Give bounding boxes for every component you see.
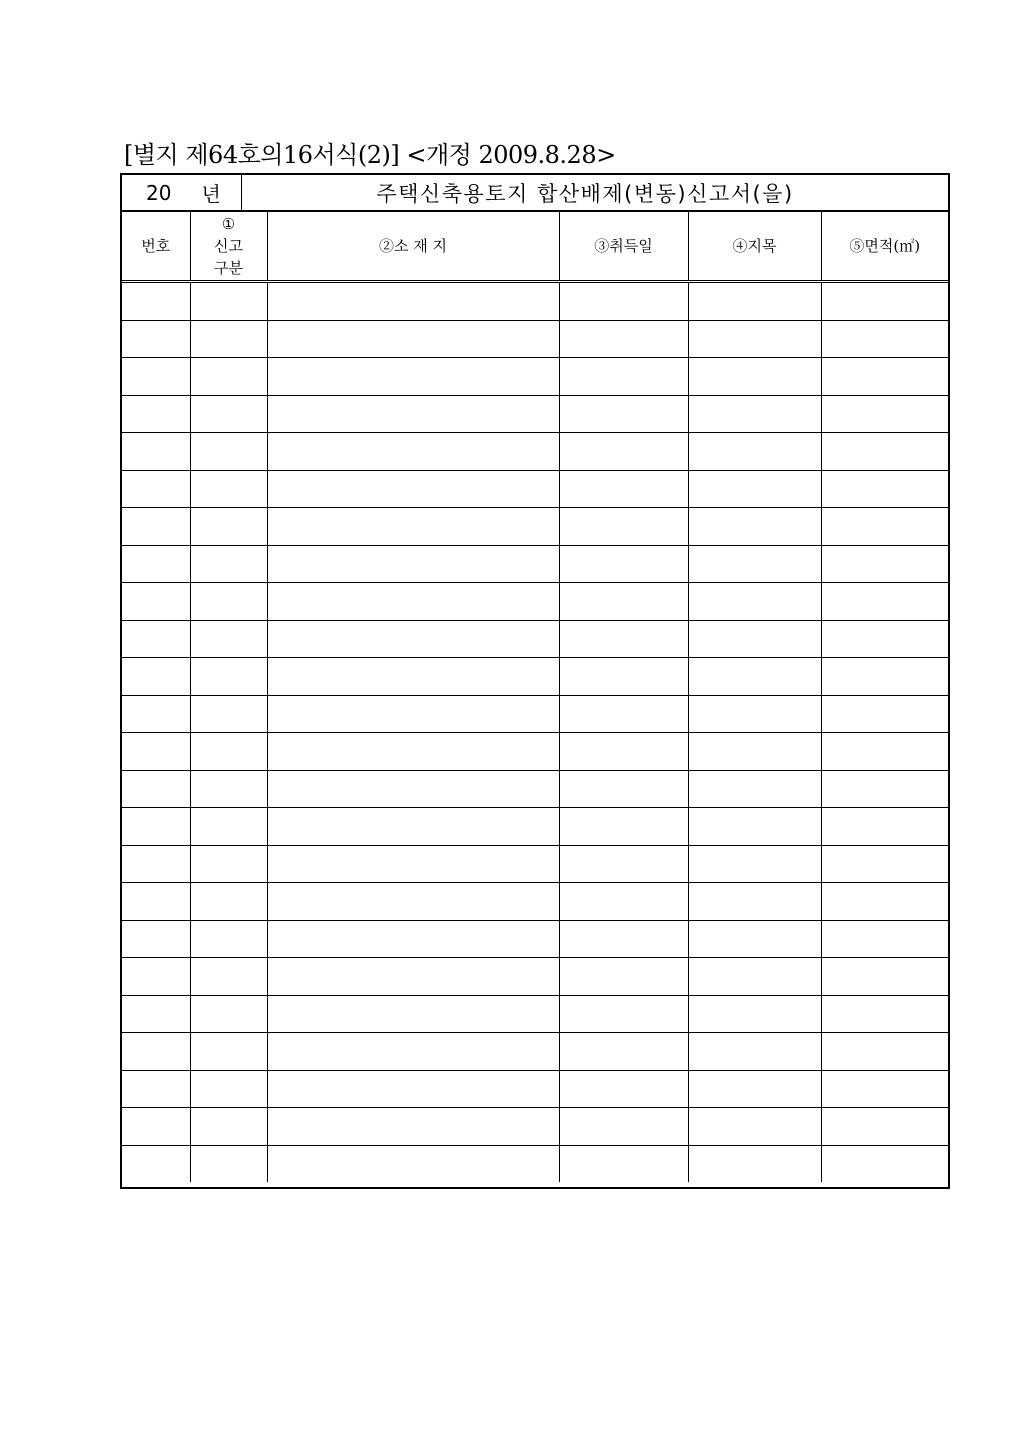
report-type-cell[interactable] (190, 845, 267, 883)
report-type-cell[interactable] (190, 1033, 267, 1071)
land-category-cell[interactable] (688, 358, 821, 396)
acquisition-date-cell[interactable] (559, 1145, 688, 1182)
area-cell[interactable] (821, 358, 948, 396)
number-cell[interactable] (122, 1070, 190, 1108)
land-category-cell[interactable] (688, 958, 821, 996)
number-cell[interactable] (122, 282, 190, 321)
location-cell[interactable] (267, 920, 559, 958)
land-category-cell[interactable] (688, 883, 821, 921)
number-cell[interactable] (122, 845, 190, 883)
area-cell[interactable] (821, 470, 948, 508)
number-cell[interactable] (122, 995, 190, 1033)
acquisition-date-cell[interactable] (559, 770, 688, 808)
area-cell[interactable] (821, 845, 948, 883)
area-cell[interactable] (821, 433, 948, 471)
table-row (122, 1070, 948, 1108)
location-cell[interactable] (267, 808, 559, 846)
acquisition-date-cell[interactable] (559, 958, 688, 996)
report-type-cell[interactable] (190, 958, 267, 996)
number-cell[interactable] (122, 695, 190, 733)
area-cell[interactable] (821, 1108, 948, 1146)
location-cell[interactable] (267, 995, 559, 1033)
header-report-type-marker: ① (221, 215, 236, 233)
table-row (122, 808, 948, 846)
location-cell[interactable] (267, 658, 559, 696)
report-type-cell[interactable] (190, 770, 267, 808)
form-title: 주택신축용토지 합산배제(변동)신고서(을) (376, 181, 794, 206)
table-row (122, 958, 948, 996)
table-row (122, 995, 948, 1033)
acquisition-date-cell[interactable] (559, 620, 688, 658)
location-cell[interactable] (267, 770, 559, 808)
location-cell[interactable] (267, 620, 559, 658)
number-cell[interactable] (122, 620, 190, 658)
acquisition-date-cell[interactable] (559, 695, 688, 733)
number-cell[interactable] (122, 395, 190, 433)
table-row (122, 695, 948, 733)
land-category-cell[interactable] (688, 995, 821, 1033)
number-cell[interactable] (122, 1033, 190, 1071)
land-category-cell[interactable] (688, 282, 821, 321)
acquisition-date-cell[interactable] (559, 358, 688, 396)
location-cell[interactable] (267, 545, 559, 583)
number-cell[interactable] (122, 1108, 190, 1146)
area-cell[interactable] (821, 583, 948, 621)
acquisition-date-cell[interactable] (559, 658, 688, 696)
location-cell[interactable] (267, 508, 559, 546)
number-cell[interactable] (122, 770, 190, 808)
area-cell[interactable] (821, 1070, 948, 1108)
number-cell[interactable] (122, 545, 190, 583)
area-cell[interactable] (821, 658, 948, 696)
area-cell[interactable] (821, 695, 948, 733)
header-report-type-line1: 신고 (214, 237, 243, 255)
table-row (122, 845, 948, 883)
report-type-cell[interactable] (190, 545, 267, 583)
table-row (122, 470, 948, 508)
land-category-cell[interactable] (688, 320, 821, 358)
header-report-type-line2: 구분 (214, 259, 243, 277)
area-cell[interactable] (821, 883, 948, 921)
area-cell[interactable] (821, 320, 948, 358)
acquisition-date-cell[interactable] (559, 395, 688, 433)
report-type-cell[interactable] (190, 733, 267, 771)
location-cell[interactable] (267, 1070, 559, 1108)
area-cell[interactable] (821, 395, 948, 433)
report-type-cell[interactable] (190, 1145, 267, 1182)
area-cell[interactable] (821, 1033, 948, 1071)
area-cell[interactable] (821, 545, 948, 583)
acquisition-date-cell[interactable] (559, 282, 688, 321)
location-cell[interactable] (267, 358, 559, 396)
acquisition-date-cell[interactable] (559, 733, 688, 771)
land-category-cell[interactable] (688, 508, 821, 546)
number-cell[interactable] (122, 1145, 190, 1182)
acquisition-date-cell[interactable] (559, 808, 688, 846)
acquisition-date-cell[interactable] (559, 508, 688, 546)
form-caption: [별지 제64호의16서식(2)] <개정 2009.8.28> (124, 141, 616, 169)
land-category-cell[interactable] (688, 733, 821, 771)
header-row (122, 212, 948, 282)
area-cell[interactable] (821, 920, 948, 958)
location-cell[interactable] (267, 282, 559, 321)
table-row (122, 733, 948, 771)
land-category-cell[interactable] (688, 808, 821, 846)
location-cell[interactable] (267, 583, 559, 621)
report-type-cell[interactable] (190, 808, 267, 846)
table-row (122, 658, 948, 696)
land-category-cell[interactable] (688, 545, 821, 583)
acquisition-date-cell[interactable] (559, 845, 688, 883)
acquisition-date-cell[interactable] (559, 883, 688, 921)
report-table (122, 212, 948, 1182)
land-category-cell[interactable] (688, 1108, 821, 1146)
number-cell[interactable] (122, 958, 190, 996)
acquisition-date-cell[interactable] (559, 545, 688, 583)
report-type-cell[interactable] (190, 1108, 267, 1146)
area-cell[interactable] (821, 733, 948, 771)
land-category-cell[interactable] (688, 920, 821, 958)
location-cell[interactable] (267, 733, 559, 771)
table-body (122, 282, 948, 1183)
report-type-cell[interactable] (190, 282, 267, 321)
location-cell[interactable] (267, 883, 559, 921)
land-category-cell[interactable] (688, 470, 821, 508)
report-type-cell[interactable] (190, 695, 267, 733)
number-cell[interactable] (122, 320, 190, 358)
table-row (122, 583, 948, 621)
report-type-cell[interactable] (190, 995, 267, 1033)
number-cell[interactable] (122, 433, 190, 471)
table-row (122, 1108, 948, 1146)
area-cell[interactable] (821, 770, 948, 808)
table-row (122, 1145, 948, 1182)
acquisition-date-cell[interactable] (559, 433, 688, 471)
location-cell[interactable] (267, 1145, 559, 1182)
report-type-cell[interactable] (190, 620, 267, 658)
number-cell[interactable] (122, 920, 190, 958)
area-cell[interactable] (821, 1145, 948, 1182)
report-type-cell[interactable] (190, 1070, 267, 1108)
report-type-cell[interactable] (190, 658, 267, 696)
report-type-cell[interactable] (190, 508, 267, 546)
area-cell[interactable] (821, 808, 948, 846)
table-row (122, 920, 948, 958)
acquisition-date-cell[interactable] (559, 583, 688, 621)
location-cell[interactable] (267, 395, 559, 433)
table-row (122, 358, 948, 396)
land-category-cell[interactable] (688, 583, 821, 621)
table-row (122, 620, 948, 658)
report-type-cell[interactable] (190, 883, 267, 921)
number-cell[interactable] (122, 808, 190, 846)
location-cell[interactable] (267, 433, 559, 471)
table-row (122, 320, 948, 358)
report-type-cell[interactable] (190, 470, 267, 508)
header-area: ⑤면적(㎡) (821, 212, 948, 282)
land-category-cell[interactable] (688, 845, 821, 883)
table-row (122, 883, 948, 921)
land-category-cell[interactable] (688, 1070, 821, 1108)
report-type-cell[interactable] (190, 395, 267, 433)
title-row (122, 175, 948, 212)
report-type-cell[interactable] (190, 920, 267, 958)
location-cell[interactable] (267, 845, 559, 883)
number-cell[interactable] (122, 508, 190, 546)
report-type-cell[interactable] (190, 433, 267, 471)
area-cell[interactable] (821, 282, 948, 321)
table-row (122, 282, 948, 321)
acquisition-date-cell[interactable] (559, 320, 688, 358)
location-cell[interactable] (267, 1108, 559, 1146)
number-cell[interactable] (122, 733, 190, 771)
acquisition-date-cell[interactable] (559, 995, 688, 1033)
land-category-cell[interactable] (688, 433, 821, 471)
year-cell (122, 175, 242, 210)
table-row (122, 395, 948, 433)
acquisition-date-cell[interactable] (559, 920, 688, 958)
table-row (122, 545, 948, 583)
land-category-cell[interactable] (688, 620, 821, 658)
land-category-cell[interactable] (688, 1033, 821, 1071)
area-cell[interactable] (821, 995, 948, 1033)
header-acquisition-date: ③취득일 (559, 212, 688, 282)
land-category-cell[interactable] (688, 770, 821, 808)
area-cell[interactable] (821, 620, 948, 658)
table-row (122, 770, 948, 808)
number-cell[interactable] (122, 470, 190, 508)
header-land-category: ④지목 (688, 212, 821, 282)
number-cell[interactable] (122, 658, 190, 696)
report-type-cell[interactable] (190, 358, 267, 396)
location-cell[interactable] (267, 958, 559, 996)
number-cell[interactable] (122, 583, 190, 621)
area-cell[interactable] (821, 958, 948, 996)
table-row (122, 1033, 948, 1071)
acquisition-date-cell[interactable] (559, 1108, 688, 1146)
location-cell[interactable] (267, 695, 559, 733)
year-unit: 년 (201, 182, 221, 206)
number-cell[interactable] (122, 358, 190, 396)
land-category-cell[interactable] (688, 1145, 821, 1182)
report-form (120, 173, 950, 1189)
land-category-cell[interactable] (688, 658, 821, 696)
header-location: ②소 재 지 (267, 212, 559, 282)
acquisition-date-cell[interactable] (559, 1033, 688, 1071)
land-category-cell[interactable] (688, 395, 821, 433)
header-report-type (190, 212, 267, 282)
table-row (122, 433, 948, 471)
area-cell[interactable] (821, 508, 948, 546)
report-type-cell[interactable] (190, 320, 267, 358)
location-cell[interactable] (267, 1033, 559, 1071)
land-category-cell[interactable] (688, 695, 821, 733)
header-number: 번호 (122, 212, 190, 282)
number-cell[interactable] (122, 883, 190, 921)
report-type-cell[interactable] (190, 583, 267, 621)
table-row (122, 508, 948, 546)
location-cell[interactable] (267, 320, 559, 358)
year-prefix: 20 (146, 180, 172, 205)
location-cell[interactable] (267, 470, 559, 508)
acquisition-date-cell[interactable] (559, 1070, 688, 1108)
acquisition-date-cell[interactable] (559, 470, 688, 508)
